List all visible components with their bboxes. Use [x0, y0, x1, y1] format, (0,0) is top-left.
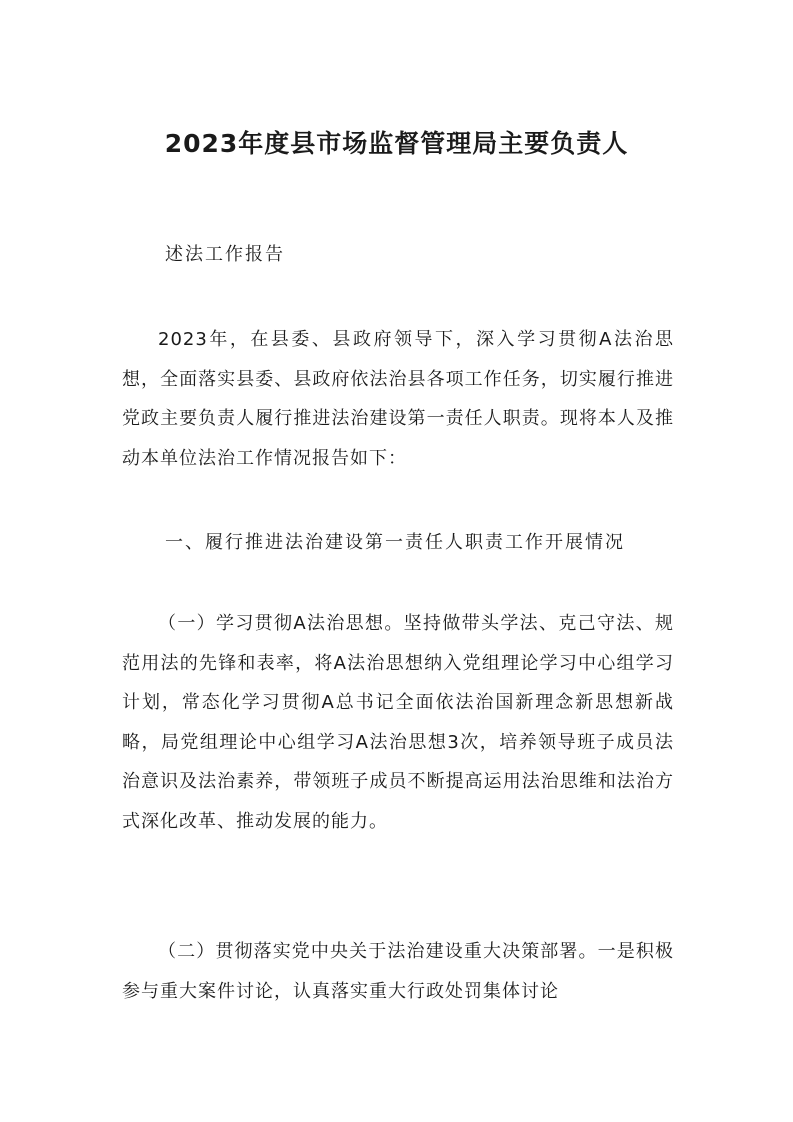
document-subtitle: 述法工作报告: [165, 244, 285, 265]
paragraph-intro: 2023年，在县委、县政府领导下，深入学习贯彻A法治思想，全面落实县委、县政府依法治县各项工作任务，切实履行推进党政主要负责人履行推进法治建设第一责任人职责。现将本人及推动本单位法治工作情况报告如下：: [122, 329, 674, 469]
section-heading: 一、履行推进法治建设第一责任人职责工作开展情况: [165, 532, 625, 553]
document-title: 2023年度县市场监督管理局主要负责人: [164, 129, 629, 158]
paragraph-study: （一）学习贯彻A法治思想。坚持做带头学法、克己守法、规范用法的先锋和表率，将A法治思想纳入党组理论学习中心组学习计划，常态化学习贯彻A总书记全面依法治国新理念新思想新战略，局党组理论中心组学习A法治思想3次，培养领导班子成员法治意识及法治素养，带领班子成员不断提高运用法治思维和法治方式深化改革、推动发展的能力。: [122, 613, 674, 832]
paragraph-implementation: （二）贯彻落实党中央关于法治建设重大决策部署。一是积极参与重大案件讨论，认真落实重大行政处罚集体讨论: [122, 941, 674, 1002]
